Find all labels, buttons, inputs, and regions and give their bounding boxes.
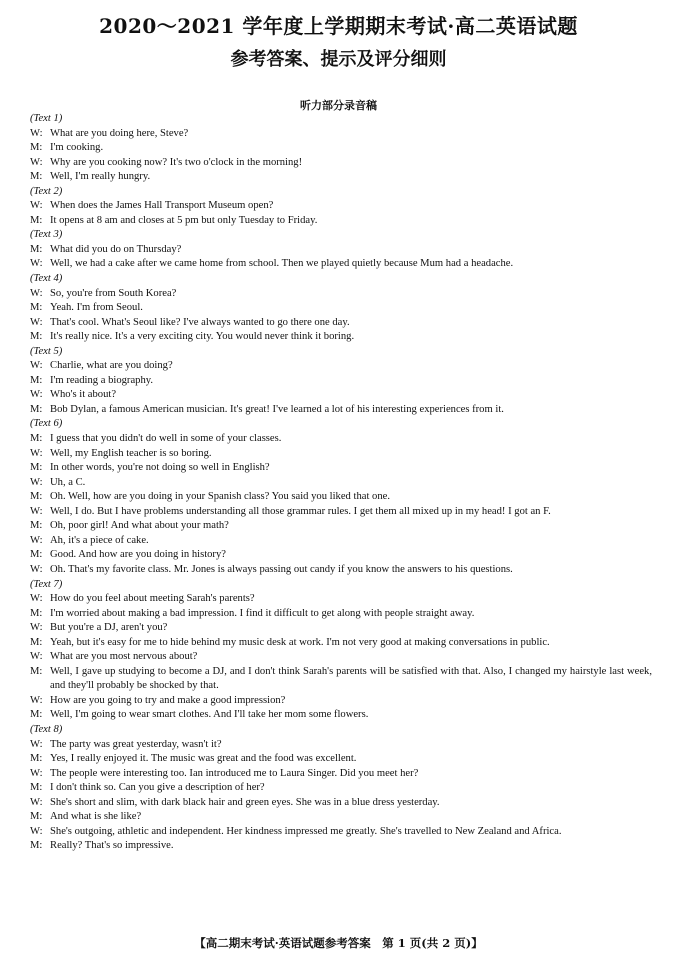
speaker-label: M:: [30, 840, 43, 852]
dialogue-text: What did you do on Thursday?: [50, 243, 182, 255]
dialogue-text: And what is she like?: [50, 811, 142, 823]
speaker-label: W:: [30, 316, 43, 328]
dialogue-line: [30, 287, 652, 302]
document-title: 2020～2021 学年度上学期期末考试·高二英语试题: [99, 14, 578, 38]
dialogue-line: [30, 781, 652, 796]
dialogue-line: [30, 432, 652, 447]
dialogue-line: [30, 708, 652, 723]
dialogue-line: [30, 636, 652, 651]
speaker-label: M:: [30, 171, 43, 183]
section-title: 听力部分录音稿: [300, 99, 377, 112]
dialogue-text: Yeah, but it's easy for me to hide behind my music desk at work. I'm not very good at making conversations in public.: [50, 636, 550, 648]
dialogue-line: [30, 170, 652, 185]
dialogue-line: [30, 388, 652, 403]
speaker-label: W:: [30, 258, 43, 270]
text-section-label: [30, 228, 652, 243]
dialogue-text: (Text 7): [30, 578, 63, 590]
dialogue-text: Charlie, what are you doing?: [50, 360, 173, 372]
speaker-label: W:: [30, 593, 43, 605]
speaker-label: M:: [30, 214, 43, 226]
dialogue-line: [30, 810, 652, 825]
dialogue-text: What are you most nervous about?: [50, 651, 198, 663]
text-section-label: [30, 272, 652, 287]
dialogue-line: [30, 563, 652, 578]
dialogue-text: (Text 6): [30, 418, 63, 430]
speaker-label: M:: [30, 665, 43, 677]
dialogue-line: [30, 374, 652, 389]
dialogue-line: [30, 447, 652, 462]
speaker-label: W:: [30, 651, 43, 663]
dialogue-text: Why are you cooking now? It's two o'clock in the morning!: [50, 156, 303, 168]
dialogue-line: [30, 490, 652, 505]
dialogue-line: [30, 534, 652, 549]
dialogue-line: [30, 243, 652, 258]
dialogue-text: I don't think so. Can you give a description of her?: [50, 782, 265, 794]
dialogue-line: [30, 839, 652, 854]
speaker-label: M:: [30, 520, 43, 532]
text-section-label: [30, 112, 652, 127]
speaker-label: W:: [30, 767, 43, 779]
dialogue-line: [30, 738, 652, 753]
dialogue-line: [30, 621, 652, 636]
dialogue-text: Yeah. I'm from Seoul.: [50, 302, 143, 314]
dialogue-line: [30, 476, 652, 491]
speaker-label: W:: [30, 505, 43, 517]
speaker-label: M:: [30, 331, 43, 343]
speaker-label: W:: [30, 534, 43, 546]
dialogue-text: Good. And how are you doing in history?: [50, 549, 226, 561]
dialogue-line: [30, 156, 652, 171]
dialogue-line: [30, 214, 652, 229]
dialogue-text: The people were interesting too. Ian introduced me to Laura Singer. Did you meet her?: [50, 767, 419, 779]
speaker-label: W:: [30, 694, 43, 706]
speaker-label: W:: [30, 738, 43, 750]
text-section-label: [30, 578, 652, 593]
document-subtitle: 参考答案、提示及评分细则: [230, 49, 447, 70]
transcript: [30, 112, 652, 854]
speaker-label: M:: [30, 636, 43, 648]
dialogue-line: [30, 796, 652, 811]
dialogue-line: [30, 665, 652, 694]
dialogue-line: [30, 694, 652, 709]
dialogue-line: [30, 301, 652, 316]
speaker-label: W:: [30, 360, 43, 372]
dialogue-line: [30, 330, 652, 345]
speaker-label: M:: [30, 549, 43, 561]
text-section-label: [30, 417, 652, 432]
dialogue-text: (Text 1): [30, 113, 63, 124]
dialogue-line: [30, 141, 652, 156]
speaker-label: W:: [30, 825, 43, 837]
text-section-label: [30, 723, 652, 738]
speaker-label: M:: [30, 753, 43, 765]
dialogue-text: What are you doing here, Steve?: [50, 127, 189, 139]
dialogue-line: [30, 519, 652, 534]
speaker-label: W:: [30, 563, 43, 575]
dialogue-text: Really? That's so impressive.: [50, 840, 174, 852]
speaker-label: W:: [30, 127, 43, 139]
dialogue-line: [30, 650, 652, 665]
dialogue-line: [30, 127, 652, 142]
dialogue-text: (Text 3): [30, 229, 63, 241]
dialogue-line: [30, 461, 652, 476]
page-footer: 【高二期末考试·英语试题参考答案 第 1 页(共 2 页)】: [194, 936, 483, 950]
dialogue-text: But you're a DJ, aren't you?: [50, 622, 168, 634]
dialogue-line: [30, 403, 652, 418]
dialogue-line: [30, 316, 652, 331]
speaker-label: M:: [30, 243, 43, 255]
dialogue-text: Oh, poor girl! And what about your math?: [50, 520, 229, 532]
dialogue-text: Well, I'm really hungry.: [50, 171, 151, 183]
dialogue-text: In other words, you're not doing so well in English?: [50, 462, 270, 474]
dialogue-text: Ah, it's a piece of cake.: [50, 534, 149, 546]
dialogue-line: [30, 592, 652, 607]
speaker-label: M:: [30, 782, 43, 794]
dialogue-text: (Text 2): [30, 185, 63, 197]
speaker-label: W:: [30, 200, 43, 212]
dialogue-line: [30, 548, 652, 563]
dialogue-line: [30, 825, 652, 840]
dialogue-text: Well, I do. But I have problems understanding all those grammar rules. I get them all mixed up in my head! I got an F.: [50, 505, 551, 517]
speaker-label: W:: [30, 287, 43, 299]
dialogue-text: Oh. That's my favorite class. Mr. Jones is always passing out candy if you know the answers to his questions.: [50, 563, 513, 575]
speaker-label: M:: [30, 302, 43, 314]
speaker-label: M:: [30, 709, 43, 721]
dialogue-text: She's outgoing, athletic and independent. Her kindness impressed me greatly. She's travelled to New Zealand and Africa.: [50, 825, 562, 837]
dialogue-line: [30, 505, 652, 520]
dialogue-text: How do you feel about meeting Sarah's parents?: [50, 593, 255, 605]
speaker-label: M:: [30, 142, 43, 154]
dialogue-line: [30, 752, 652, 767]
dialogue-text: It opens at 8 am and closes at 5 pm but only Tuesday to Friday.: [50, 214, 318, 226]
dialogue-text: I'm cooking.: [50, 142, 104, 154]
dialogue-text: Well, my English teacher is so boring.: [50, 447, 212, 459]
dialogue-line: [30, 257, 652, 272]
dialogue-text: Bob Dylan, a famous American musician. It's great! I've learned a lot of his interesting experiences from it.: [50, 403, 504, 415]
speaker-label: M:: [30, 811, 43, 823]
dialogue-text: Well, I'm going to wear smart clothes. And I'll take her mom some flowers.: [50, 709, 369, 721]
dialogue-text: How are you going to try and make a good impression?: [50, 694, 286, 706]
dialogue-text: Yes, I really enjoyed it. The music was great and the food was excellent.: [50, 753, 357, 765]
dialogue-text: Who's it about?: [50, 389, 117, 401]
dialogue-text: I'm worried about making a bad impression. I find it difficult to get along with people straight away.: [50, 607, 475, 619]
speaker-label: W:: [30, 796, 43, 808]
speaker-label: W:: [30, 156, 43, 168]
dialogue-text: The party was great yesterday, wasn't it?: [50, 738, 222, 750]
dialogue-text: So, you're from South Korea?: [50, 287, 177, 299]
speaker-label: M:: [30, 462, 43, 474]
dialogue-text: She's short and slim, with dark black hair and green eyes. She was in a blue dress yesterday.: [50, 796, 440, 808]
dialogue-line: [30, 199, 652, 214]
dialogue-text: That's cool. What's Seoul like? I've always wanted to go there one day.: [50, 316, 350, 328]
dialogue-text: I guess that you didn't do well in some of your classes.: [50, 433, 282, 445]
dialogue-text: It's really nice. It's a very exciting city. You would never think it boring.: [50, 331, 355, 343]
dialogue-text: (Text 4): [30, 273, 63, 285]
dialogue-line: [30, 607, 652, 622]
speaker-label: M:: [30, 607, 43, 619]
speaker-label: M:: [30, 491, 43, 503]
dialogue-text: Well, we had a cake after we came home from school. Then we played quietly because Mum had a headache.: [50, 258, 514, 270]
text-section-label: [30, 345, 652, 360]
speaker-label: W:: [30, 476, 43, 488]
dialogue-line: [30, 767, 652, 782]
dialogue-text: I'm reading a biography.: [50, 374, 154, 386]
speaker-label: M:: [30, 403, 43, 415]
dialogue-text: (Text 5): [30, 345, 63, 357]
speaker-label: M:: [30, 374, 43, 386]
dialogue-text: (Text 8): [30, 723, 63, 735]
dialogue-text: When does the James Hall Transport Museum open?: [50, 200, 274, 212]
speaker-label: M:: [30, 433, 43, 445]
dialogue-text: Uh, a C.: [50, 476, 86, 488]
dialogue-text: Well, I gave up studying to become a DJ, and I don't think Sarah's parents will be satisfied with that. Also, I changed my hairstyle last week, and they'll probably be shocked by that.: [50, 665, 652, 692]
dialogue-text: Oh. Well, how are you doing in your Spanish class? You said you liked that one.: [50, 491, 390, 503]
text-section-label: [30, 185, 652, 200]
speaker-label: W:: [30, 622, 43, 634]
speaker-label: W:: [30, 447, 43, 459]
speaker-label: W:: [30, 389, 43, 401]
dialogue-line: [30, 359, 652, 374]
